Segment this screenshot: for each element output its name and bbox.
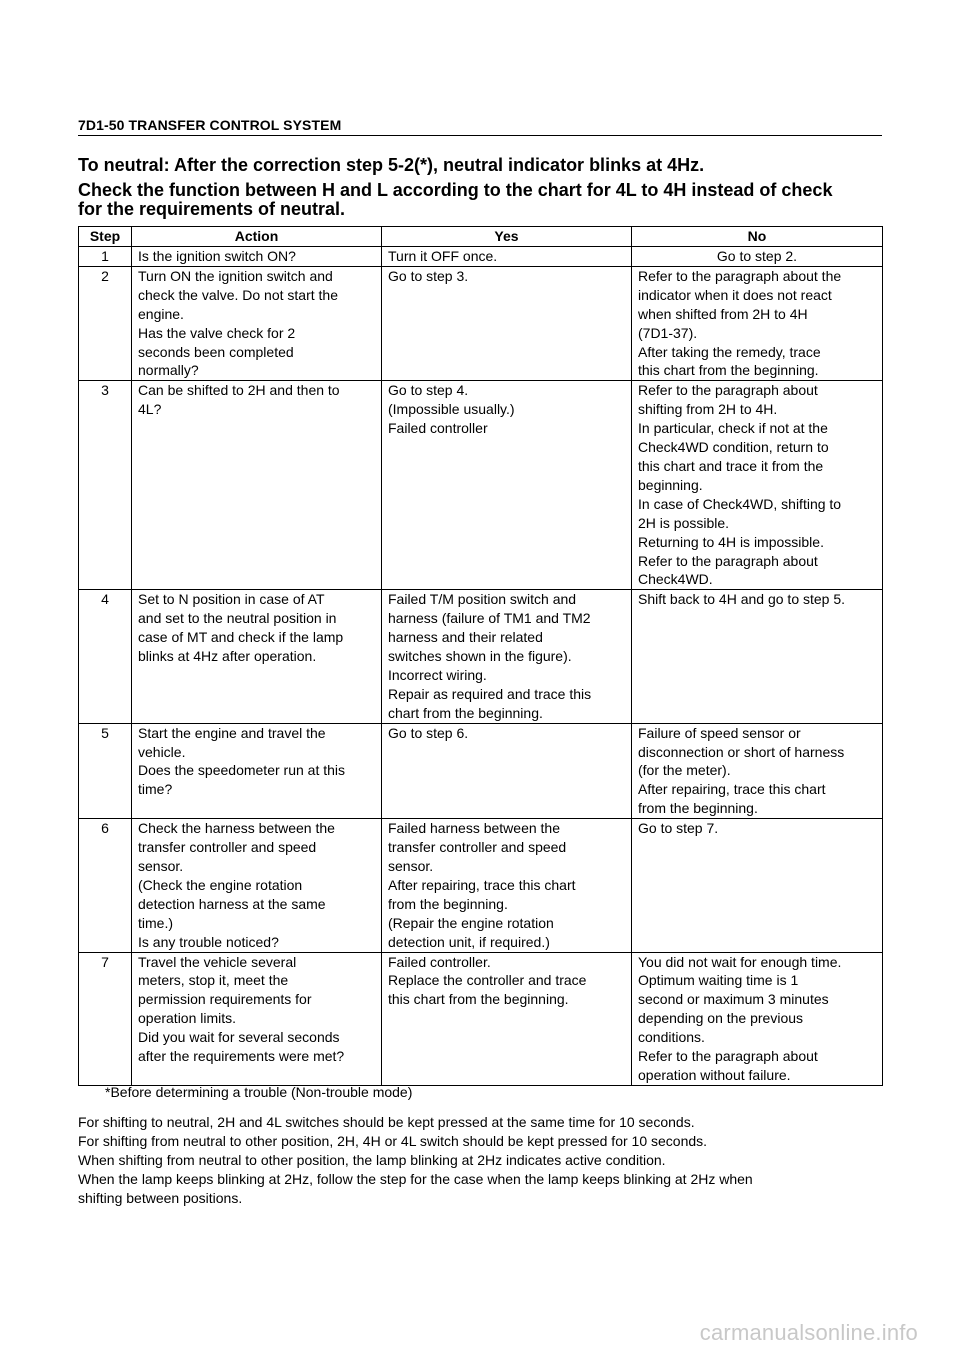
- table-row: [79, 952, 883, 1085]
- yes-line: chart from the beginning.: [388, 704, 543, 721]
- table-header-row: [79, 227, 883, 247]
- column-header-no: No: [632, 227, 883, 247]
- yes-line: Failed T/M position switch and: [388, 591, 577, 608]
- no-line: beginning.: [638, 476, 703, 493]
- action-line: after the requirements were met?: [138, 1048, 345, 1065]
- yes-cell: [382, 590, 632, 723]
- table-row: [79, 381, 883, 590]
- action-line: normally?: [138, 362, 199, 379]
- footnote: *Before determining a trouble (Non-trouble mode): [105, 1084, 413, 1100]
- action-line: Travel the vehicle several: [138, 953, 297, 970]
- action-line: vehicle.: [138, 743, 186, 760]
- yes-line: sensor.: [388, 858, 434, 874]
- yes-cell: [382, 819, 632, 952]
- no-line: Refer to the paragraph about the: [638, 267, 842, 284]
- action-line: blinks at 4Hz after operation.: [138, 648, 317, 665]
- note-line: For shifting from neutral to other position, 2H, 4H or 4L switch should be kept pressed for 10 seconds.: [78, 1133, 708, 1149]
- yes-line: (Impossible usually.): [388, 401, 515, 418]
- yes-line: from the beginning.: [388, 895, 508, 912]
- no-cell: [632, 952, 883, 1085]
- page-header: 7D1-50 TRANSFER CONTROL SYSTEM: [78, 117, 882, 136]
- no-line: disconnection or short of harness: [638, 743, 845, 760]
- column-header-step: Step: [79, 227, 132, 247]
- no-line: when shifted from 2H to 4H: [638, 305, 808, 322]
- yes-cell: [382, 266, 632, 380]
- note-line: When the lamp keeps blinking at 2Hz, follow the step for the case when the lamp keeps blinking at 2Hz when: [78, 1171, 753, 1187]
- action-line: Turn ON the ignition switch and: [138, 267, 333, 284]
- step-number-cell: 2: [79, 266, 132, 380]
- column-header-action: Action: [132, 227, 382, 247]
- yes-line: transfer controller and speed: [388, 839, 567, 856]
- yes-line: harness (failure of TM1 and TM2: [388, 610, 591, 627]
- action-line: operation limits.: [138, 1010, 237, 1027]
- yes-line: Turn it OFF once.: [388, 248, 498, 264]
- table-row: [79, 590, 883, 723]
- action-cell: [132, 952, 382, 1085]
- step-number-cell: 4: [79, 590, 132, 723]
- yes-line: harness and their related: [388, 629, 543, 646]
- yes-cell: [382, 381, 632, 590]
- action-line: transfer controller and speed: [138, 839, 317, 856]
- watermark: carmanualsonline.info: [699, 1320, 918, 1345]
- step-number-cell: 5: [79, 723, 132, 819]
- action-line: Is any trouble noticed?: [138, 933, 279, 950]
- no-line: Check4WD.: [638, 571, 713, 588]
- action-line: engine.: [138, 305, 184, 322]
- action-line: case of MT and check if the lamp: [138, 629, 344, 646]
- step-number-cell: 3: [79, 381, 132, 590]
- action-cell: [132, 723, 382, 819]
- yes-line: After repairing, trace this chart: [388, 876, 576, 893]
- no-line: Refer to the paragraph about: [638, 382, 818, 399]
- section-heading: To neutral: After the correction step 5-2(*), neutral indicator blinks at 4Hz.: [78, 155, 705, 175]
- step-number-cell: 6: [79, 819, 132, 952]
- yes-line: Failed controller.: [388, 953, 491, 970]
- no-cell: [632, 381, 883, 590]
- yes-line: switches shown in the figure).: [388, 648, 572, 665]
- no-line: In particular, check if not at the: [638, 420, 828, 437]
- table-body: [79, 247, 883, 1086]
- no-line: (7D1-37).: [638, 324, 698, 341]
- section-subheading: [78, 181, 882, 219]
- yes-line: (Repair the engine rotation: [388, 914, 554, 931]
- yes-line: Incorrect wiring.: [388, 666, 487, 683]
- yes-line: Go to step 4.: [388, 382, 469, 399]
- action-line: Did you wait for several seconds: [138, 1029, 340, 1046]
- yes-line: this chart from the beginning.: [388, 991, 569, 1008]
- no-line: shifting from 2H to 4H.: [638, 401, 778, 418]
- yes-line: detection unit, if required.): [388, 933, 550, 950]
- no-line: Refer to the paragraph about: [638, 1048, 818, 1065]
- yes-cell: [382, 952, 632, 1085]
- troubleshooting-table: [78, 226, 883, 1086]
- note-line: When shifting from neutral to other position, the lamp blinking at 2Hz indicates active condition.: [78, 1152, 666, 1168]
- action-line: Is the ignition switch ON?: [138, 248, 296, 264]
- action-line: time?: [138, 781, 173, 798]
- no-line: this chart from the beginning.: [638, 362, 819, 379]
- yes-line: Go to step 3.: [388, 267, 469, 284]
- action-cell: [132, 247, 382, 267]
- step-number-cell: 7: [79, 952, 132, 1085]
- yes-cell: [382, 723, 632, 819]
- action-line: detection harness at the same: [138, 895, 326, 912]
- action-line: time.): [138, 914, 173, 931]
- action-cell: [132, 381, 382, 590]
- no-line: Check4WD condition, return to: [638, 439, 829, 456]
- yes-line: Go to step 6.: [388, 724, 469, 741]
- no-cell: [632, 819, 883, 952]
- action-line: Does the speedometer run at this: [138, 762, 346, 779]
- no-line: operation without failure.: [638, 1066, 791, 1083]
- no-line: After taking the remedy, trace: [638, 343, 821, 360]
- table-row: [79, 266, 883, 380]
- no-line: second or maximum 3 minutes: [638, 991, 829, 1008]
- no-line: 2H is possible.: [638, 514, 730, 531]
- note-line: shifting between positions.: [78, 1190, 243, 1206]
- action-cell: [132, 590, 382, 723]
- action-line: (Check the engine rotation: [138, 876, 303, 893]
- no-cell: [632, 723, 883, 819]
- no-cell: [632, 247, 883, 267]
- yes-line: Replace the controller and trace: [388, 972, 587, 989]
- action-line: Start the engine and travel the: [138, 724, 326, 741]
- yes-line: Repair as required and trace this: [388, 685, 592, 702]
- no-line: (for the meter).: [638, 762, 731, 779]
- action-line: Has the valve check for 2: [138, 324, 296, 341]
- action-cell: [132, 266, 382, 380]
- no-line: this chart and trace it from the: [638, 457, 824, 474]
- notes-block: [78, 1113, 878, 1208]
- no-line: You did not wait for enough time.: [638, 953, 842, 970]
- action-line: seconds been completed: [138, 343, 294, 360]
- action-line: Set to N position in case of AT: [138, 591, 325, 608]
- no-line: indicator when it does not react: [638, 286, 832, 303]
- note-line: For shifting to neutral, 2H and 4L switches should be kept pressed at the same time for 10 seconds.: [78, 1114, 695, 1130]
- no-line: Go to step 2.: [716, 248, 798, 264]
- no-line: Optimum waiting time is 1: [638, 972, 799, 989]
- yes-line: Failed harness between the: [388, 820, 560, 837]
- no-line: conditions.: [638, 1029, 705, 1046]
- subheading-line: Check the function between H and L according to the chart for 4L to 4H instead of check: [78, 180, 833, 200]
- no-line: In case of Check4WD, shifting to: [638, 495, 842, 512]
- no-line: Refer to the paragraph about: [638, 552, 818, 569]
- action-line: Check the harness between the: [138, 820, 335, 837]
- action-line: Can be shifted to 2H and then to: [138, 382, 340, 399]
- table-row: [79, 723, 883, 819]
- yes-cell: [382, 247, 632, 267]
- action-line: meters, stop it, meet the: [138, 972, 289, 989]
- no-line: depending on the previous: [638, 1010, 804, 1027]
- action-line: check the valve. Do not start the: [138, 286, 338, 303]
- no-cell: [632, 590, 883, 723]
- action-line: 4L?: [138, 401, 162, 418]
- table-row: [79, 819, 883, 952]
- step-number-cell: 1: [79, 247, 132, 267]
- no-line: from the beginning.: [638, 800, 758, 817]
- action-line: and set to the neutral position in: [138, 610, 337, 627]
- no-line: After repairing, trace this chart: [638, 781, 826, 798]
- no-cell: [632, 266, 883, 380]
- action-line: permission requirements for: [138, 991, 312, 1008]
- action-line: sensor.: [138, 858, 184, 874]
- no-line: Shift back to 4H and go to step 5.: [638, 591, 846, 608]
- no-line: Failure of speed sensor or: [638, 724, 801, 741]
- no-line: Go to step 7.: [638, 820, 719, 837]
- column-header-yes: Yes: [382, 227, 632, 247]
- subheading-line: for the requirements of neutral.: [78, 199, 346, 219]
- yes-line: Failed controller: [388, 420, 488, 437]
- table-row: [79, 247, 883, 267]
- no-line: Returning to 4H is impossible.: [638, 533, 824, 550]
- action-cell: [132, 819, 382, 952]
